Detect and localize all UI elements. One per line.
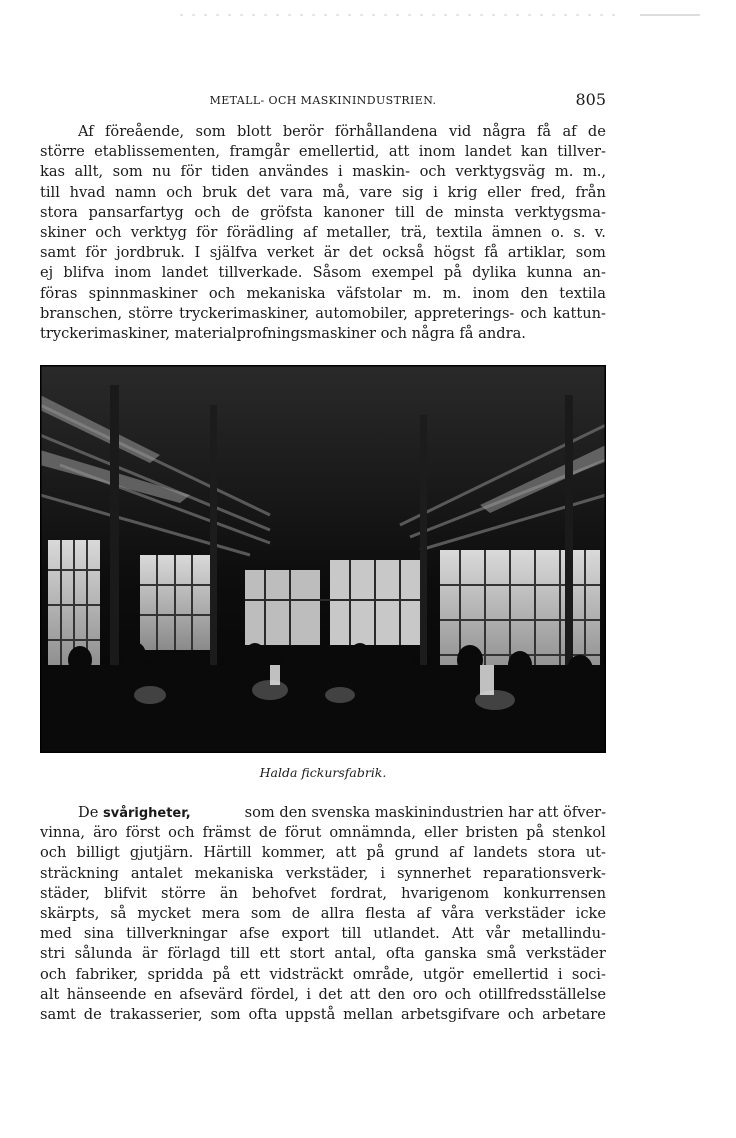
word: städer,: [40, 884, 91, 902]
word: inom: [418, 143, 456, 161]
word: vinna,: [40, 824, 86, 842]
word: blifva: [63, 264, 105, 282]
word: nu: [152, 163, 172, 181]
factory-photograph: [40, 365, 606, 753]
word: som: [250, 904, 281, 922]
word: på: [366, 844, 385, 862]
word: appreterings-: [414, 304, 515, 322]
word: stora: [537, 844, 576, 862]
word: otillfredsställelse: [478, 985, 606, 1003]
text-line: [40, 884, 606, 904]
word: fordrat,: [330, 884, 388, 902]
word: verket: [267, 244, 315, 262]
word: af: [562, 123, 577, 140]
word: mycket: [137, 904, 191, 922]
word: o.: [550, 223, 565, 241]
word: och: [444, 985, 472, 1003]
word: verkstäder,: [285, 864, 369, 882]
word: och: [520, 304, 547, 322]
word: inom: [472, 284, 510, 302]
word: och: [507, 1005, 535, 1023]
word: verkstäder: [485, 904, 565, 922]
word: grund: [394, 844, 440, 862]
word: område,: [352, 965, 414, 983]
word: stenkol: [552, 824, 606, 842]
word: att: [388, 143, 410, 161]
word: verktygsväg: [455, 163, 546, 181]
word: i: [380, 864, 386, 882]
word: till: [394, 203, 415, 221]
word: mellan: [343, 1005, 394, 1023]
word: ett: [239, 965, 261, 983]
word: billigt: [76, 844, 120, 862]
word: vår: [485, 925, 510, 943]
word: till: [230, 945, 251, 963]
text-line: [40, 823, 606, 843]
word: flesta: [365, 904, 406, 922]
word: de: [587, 123, 606, 140]
word: de: [231, 203, 250, 221]
word: fabriker,: [75, 965, 139, 983]
text-line: [40, 985, 606, 1005]
word: bristen: [465, 824, 519, 842]
word: må,: [322, 183, 350, 201]
word: få: [484, 244, 499, 262]
word: uppstå: [285, 1005, 336, 1023]
word: de: [291, 904, 310, 922]
text-line: [40, 304, 606, 324]
text-line: [40, 944, 606, 964]
word: större: [161, 884, 206, 902]
word: verkstäder: [526, 945, 606, 963]
word: eller: [424, 824, 458, 842]
word: det: [318, 985, 343, 1003]
word: sig: [401, 183, 424, 201]
line-text: som den svenska maskinindustrien har att öfver-: [244, 804, 606, 821]
text-line: [40, 284, 606, 304]
word: gröfsta: [260, 203, 313, 221]
word: spridda: [147, 965, 204, 983]
word: konkurrensen: [503, 884, 606, 902]
word: på: [526, 824, 545, 842]
word: förädling: [226, 223, 294, 241]
word: för: [180, 163, 202, 181]
word: små: [486, 945, 517, 963]
word: och: [194, 203, 221, 221]
word: af: [416, 904, 431, 922]
word: hänseende: [66, 985, 147, 1003]
word: stri: [40, 945, 65, 963]
line-text: tryckerimaskiner, materialprofningsmaskiner och några få andra.: [40, 324, 526, 342]
word: kas: [40, 163, 66, 181]
word: verktygsma-: [514, 203, 606, 221]
word: landet: [161, 264, 209, 282]
word: högst: [433, 244, 475, 262]
word: är: [323, 244, 340, 262]
word: antal,: [334, 945, 377, 963]
word: exempel: [371, 264, 434, 282]
word: branschen,: [40, 304, 123, 322]
word: landets: [473, 844, 528, 862]
word: utlandet.: [373, 925, 440, 943]
first-word: De: [78, 804, 99, 821]
word: förhållandena: [334, 123, 438, 140]
word: minsta: [454, 203, 505, 221]
word: sålunda: [74, 945, 133, 963]
word: I: [194, 244, 201, 262]
text-line: [40, 864, 606, 884]
text-line: [40, 223, 606, 243]
word: en: [153, 985, 172, 1003]
word: m.: [413, 284, 432, 302]
factory-interior-image: [40, 365, 606, 753]
word: soci-: [571, 965, 606, 983]
text-line: [40, 162, 606, 182]
word: stora: [40, 203, 78, 221]
word: skärpts,: [40, 904, 100, 922]
word: och: [40, 844, 67, 862]
word: trä,: [400, 223, 427, 241]
word: användes: [258, 163, 329, 181]
word: de: [425, 203, 444, 221]
scan-edge-marks: [0, 14, 736, 16]
word: tryckerimaskiner,: [179, 304, 310, 322]
word: berör: [282, 123, 324, 140]
bold-term: svårigheter,: [102, 806, 191, 821]
word: utgör: [423, 965, 464, 983]
word: från: [575, 183, 606, 201]
word: dylika: [472, 264, 517, 282]
word: kommer,: [261, 844, 326, 862]
word: tillverkningar: [126, 925, 228, 943]
text-line: [40, 965, 606, 985]
word: tillver-: [557, 143, 606, 161]
text-line: [40, 843, 606, 863]
word: afsevärd: [179, 985, 243, 1003]
word: kattun-: [552, 304, 606, 322]
word: att: [335, 844, 357, 862]
word: det: [348, 244, 373, 262]
word: och: [168, 824, 195, 842]
word: eller: [487, 183, 521, 201]
word: ganska: [424, 945, 477, 963]
word: landet: [464, 143, 512, 161]
word: an-: [582, 264, 606, 282]
word: de: [258, 824, 277, 842]
word: antalet: [130, 864, 183, 882]
word: och: [166, 183, 193, 201]
page-number: 805: [575, 90, 606, 109]
word: ut-: [585, 844, 606, 862]
word: spinnmaskiner: [88, 284, 198, 302]
word: behofvet: [252, 884, 317, 902]
word: hvarigenom: [401, 884, 490, 902]
paragraph-2: [40, 803, 606, 1025]
word: den: [377, 985, 406, 1003]
word: för: [196, 223, 218, 241]
word: på: [443, 264, 462, 282]
word: själfva: [209, 244, 258, 262]
word: i: [338, 163, 343, 181]
word: mera: [201, 904, 240, 922]
word: icke: [575, 904, 606, 922]
word: af: [449, 844, 464, 862]
paragraph-1: [40, 122, 606, 344]
word: vara: [280, 183, 313, 201]
word: m.,: [582, 163, 606, 181]
text-line: [40, 324, 606, 344]
word: föreående,: [105, 123, 185, 140]
word: det: [246, 183, 271, 201]
word: blifvit: [104, 884, 147, 902]
word: med: [40, 925, 72, 943]
word: föras: [40, 284, 78, 302]
word: kanoner: [323, 203, 385, 221]
word: skiner: [40, 223, 87, 241]
text-line: [40, 1005, 606, 1025]
word: sträckning: [40, 864, 119, 882]
word: mekaniska: [194, 864, 274, 882]
word: i: [306, 985, 312, 1003]
word: stort: [289, 945, 325, 963]
word: artiklar,: [507, 244, 567, 262]
word: arbetsgifvare: [400, 1005, 500, 1023]
word: förut: [284, 824, 322, 842]
word: Härtill: [203, 844, 252, 862]
word: som: [112, 163, 143, 181]
line-start: [40, 803, 191, 823]
word: vid: [448, 123, 472, 140]
text-line: [40, 803, 606, 823]
word: och: [95, 223, 122, 241]
word: fred,: [530, 183, 566, 201]
word: äro: [93, 824, 118, 842]
word: ofta: [385, 945, 415, 963]
word: större: [40, 143, 85, 161]
word: att: [349, 985, 371, 1003]
word: vidsträckt: [269, 965, 344, 983]
word: tiden: [211, 163, 250, 181]
word: tillverkade.: [218, 264, 303, 282]
word: de: [83, 1005, 102, 1023]
word: namn: [115, 183, 157, 201]
word: af: [303, 223, 318, 241]
word: kan: [520, 143, 548, 161]
word: ett: [259, 945, 281, 963]
word: s.: [573, 223, 586, 241]
word: och: [208, 284, 236, 302]
word: fördel,: [250, 985, 299, 1003]
word: på: [212, 965, 231, 983]
word: samt: [40, 244, 76, 262]
text-line: [40, 243, 606, 263]
word: är: [141, 945, 158, 963]
word: maskin-: [352, 163, 411, 181]
page-header: [40, 90, 606, 110]
word: till: [40, 183, 60, 201]
word: v.: [594, 223, 606, 241]
word: våra: [441, 904, 475, 922]
word: några: [482, 123, 526, 140]
text-line: [40, 203, 606, 223]
word: Att: [451, 925, 474, 943]
word: för: [85, 244, 107, 262]
figure-caption: Halda fickursfabrik.: [259, 765, 387, 780]
word: blott: [236, 123, 272, 140]
word: ämnen: [491, 223, 542, 241]
word: till: [341, 925, 362, 943]
word: pansarfartyg: [88, 203, 184, 221]
word: som: [195, 123, 226, 140]
word: i: [433, 183, 438, 201]
word: oro: [412, 985, 438, 1003]
word: ej: [40, 264, 54, 282]
word: inom: [114, 264, 152, 282]
word: Af: [78, 123, 94, 140]
word: trakasserier,: [109, 1005, 203, 1023]
word: verktyg: [130, 223, 187, 241]
word: och: [40, 965, 67, 983]
word: emellertid,: [298, 143, 380, 161]
text-line: [40, 122, 606, 142]
word: samt: [40, 1005, 76, 1023]
text-line: [40, 924, 606, 944]
word: m.: [554, 163, 574, 181]
word: sina: [83, 925, 115, 943]
word: omnämnda,: [329, 824, 416, 842]
word: allra: [320, 904, 355, 922]
word: framgår: [229, 143, 290, 161]
word: afse: [239, 925, 270, 943]
text-line: [40, 263, 606, 283]
word: etablissementen,: [94, 143, 221, 161]
text-line: [40, 183, 606, 203]
word: som: [210, 1005, 241, 1023]
word: textila: [435, 223, 483, 241]
word: Såsom: [312, 264, 362, 282]
word: krig: [447, 183, 478, 201]
running-title: METALL- OCH MASKININDUSTRIEN.: [209, 94, 437, 107]
word: reparationsverk-: [483, 864, 606, 882]
word: gjutjärn.: [129, 844, 194, 862]
word: som: [575, 244, 606, 262]
word: m.: [442, 284, 462, 302]
word: också: [382, 244, 425, 262]
word: främst: [202, 824, 251, 842]
word: export: [281, 925, 330, 943]
word: kunna: [526, 264, 573, 282]
word: jordbruk.: [116, 244, 185, 262]
word: hvad: [69, 183, 106, 201]
word: än: [219, 884, 238, 902]
word: mekaniska: [246, 284, 326, 302]
word: först: [125, 824, 161, 842]
word: så: [110, 904, 127, 922]
word: metaller,: [326, 223, 392, 241]
word: alt: [40, 985, 60, 1003]
word: allt,: [74, 163, 104, 181]
word: och: [419, 163, 446, 181]
text-line: [40, 904, 606, 924]
word: ofta: [248, 1005, 278, 1023]
word: den: [520, 284, 548, 302]
word: textila: [559, 284, 606, 302]
word: i: [557, 965, 563, 983]
text-line: [40, 142, 606, 162]
word: väfstolar: [336, 284, 402, 302]
word: emellertid: [472, 965, 549, 983]
word: bruk: [202, 183, 237, 201]
word: förlagd: [167, 945, 221, 963]
word: arbetare: [542, 1005, 606, 1023]
word: synnerhet: [397, 864, 472, 882]
word: större: [128, 304, 174, 322]
word: få: [537, 123, 552, 140]
word: vare: [359, 183, 393, 201]
word: metallindu-: [521, 925, 606, 943]
word: automobiler,: [315, 304, 408, 322]
